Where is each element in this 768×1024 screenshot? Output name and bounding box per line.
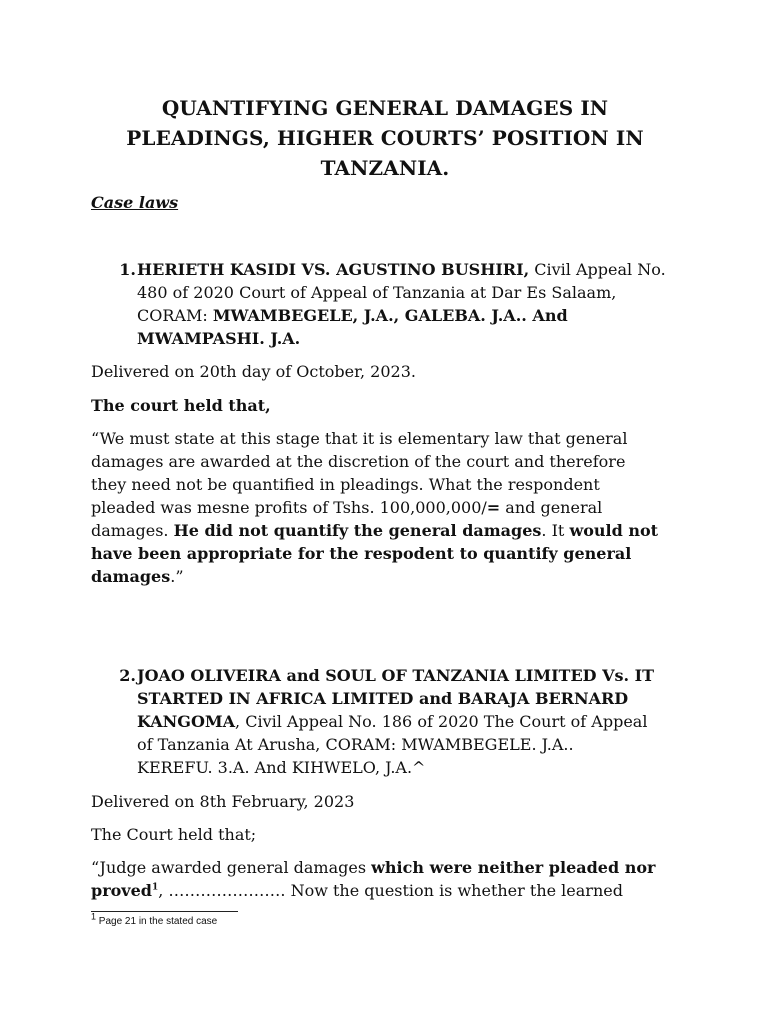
citation-line [137, 304, 683, 327]
quote-text: = [486, 498, 501, 517]
document-title [90, 93, 680, 183]
quote-line [91, 879, 681, 902]
case-parties: HERIETH KASIDI VS. AGUSTINO BUSHIRI, [137, 260, 530, 279]
quote-line [91, 519, 681, 542]
quote-text: , …………………. Now the question is whether the learned [158, 881, 623, 900]
coram-label: CORAM: [137, 306, 213, 325]
quote-emphasis: proved [91, 881, 152, 900]
case-citation [137, 258, 683, 350]
footnote-reference[interactable]: 1 [151, 882, 159, 893]
footnote [91, 911, 218, 929]
title-line-2: PLEADINGS, HIGHER COURTS’ POSITION IN [126, 126, 644, 150]
footnote-separator [91, 911, 238, 912]
quote-emphasis: He did not quantify the general damages [173, 521, 542, 540]
citation-line: KEREFU. 3.A. And KIHWELO, J.A.^ [137, 758, 426, 777]
footnote-text: Page 21 in the stated case [96, 916, 218, 927]
quote-text: . It [541, 521, 570, 540]
quote-line: they need not be quantified in pleadings. What the respondent [91, 475, 600, 494]
case-number: 1. [119, 260, 136, 279]
quote-text: pleaded was mesne profits of Tshs. 100,000,000/ [91, 498, 487, 517]
case-number: 2. [119, 666, 136, 685]
quote-emphasis: which were neither pleaded nor [371, 858, 656, 877]
title-line-1: QUANTIFYING GENERAL DAMAGES IN [161, 96, 609, 120]
quote-line: have been appropriate for the respodent to quantify general [91, 544, 632, 563]
quote-emphasis: would not [569, 521, 659, 540]
case-item-1 [108, 258, 683, 350]
quote-text: and general [500, 498, 603, 517]
coram-judges: MWAMBEGELE, J.A., GALEBA. J.A.. And [212, 306, 568, 325]
quote-line [91, 565, 681, 588]
case-citation [137, 664, 683, 779]
quote-text: .” [170, 567, 184, 586]
citation-text: , Civil Appeal No. 186 of 2020 The Court of Appeal [235, 712, 648, 731]
case-parties: STARTED IN AFRICA LIMITED and BARAJA BERNARD [137, 689, 629, 708]
case-parties: KANGOMA [137, 712, 236, 731]
case-quote [91, 427, 681, 588]
delivered-date: Delivered on 20th day of October, 2023. [91, 362, 416, 381]
citation-line: of Tanzania At Arusha, CORAM: MWAMBEGELE. J.A.. [137, 735, 574, 754]
case-item-2 [108, 664, 683, 779]
citation-line [137, 258, 683, 281]
title-line-3: TANZANIA. [320, 156, 450, 180]
quote-line: damages are awarded at the discretion of the court and therefore [91, 452, 626, 471]
case-parties: JOAO OLIVEIRA and SOUL OF TANZANIA LIMITED Vs. IT [137, 666, 655, 685]
citation-line: 480 of 2020 Court of Appeal of Tanzania at Dar Es Salaam, [137, 283, 617, 302]
citation-text: Civil Appeal No. [529, 260, 666, 279]
held-statement: The Court held that; [91, 825, 257, 844]
quote-line [91, 496, 681, 519]
coram-judges: MWAMPASHI. J.A. [137, 329, 301, 348]
quote-line: “We must state at this stage that it is elementary law that general [91, 429, 628, 448]
quote-text: “Judge awarded general damages [91, 858, 372, 877]
citation-line [137, 710, 683, 733]
delivered-date: Delivered on 8th February, 2023 [91, 792, 355, 811]
held-statement: The court held that, [91, 396, 271, 415]
case-quote [91, 856, 681, 902]
section-heading: Case laws [91, 193, 179, 212]
quote-line [91, 856, 681, 879]
footnote-marker: 1 [91, 911, 97, 922]
quote-emphasis: damages [91, 567, 171, 586]
quote-text: damages. [91, 521, 174, 540]
